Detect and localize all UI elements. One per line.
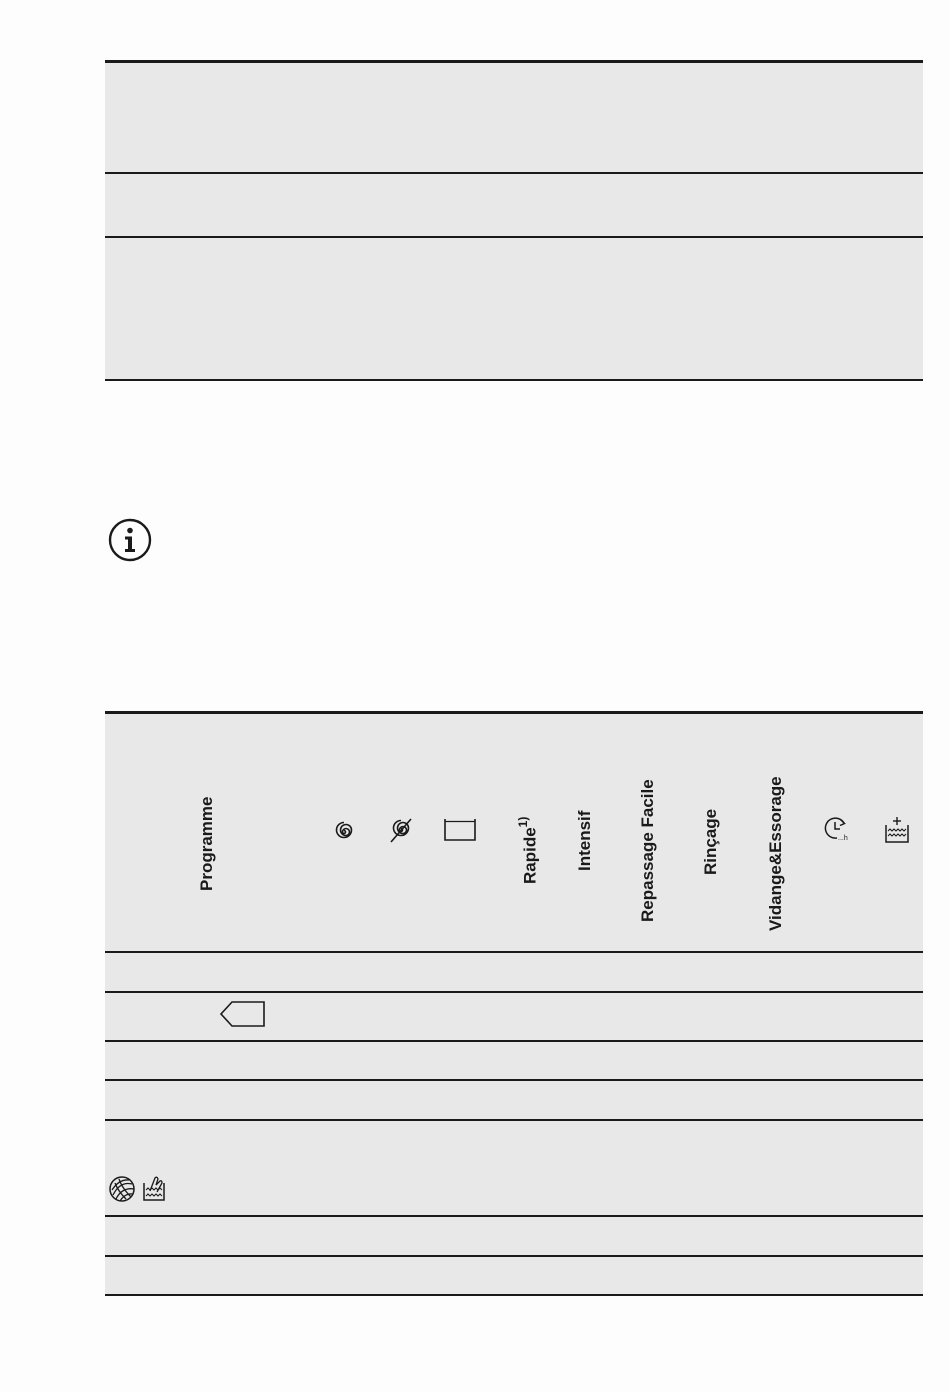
hand-wash-icon	[141, 1175, 167, 1203]
delay-start-clock-icon	[823, 815, 857, 845]
top-table-rule-3	[105, 236, 923, 238]
header-vidange-essorage-text: Vidange&Essorage	[766, 776, 785, 931]
header-rincage	[701, 809, 721, 875]
header-intensif-text: Intensif	[575, 810, 594, 871]
header-intensif	[575, 811, 595, 871]
programme-table-rule-5	[105, 1119, 923, 1121]
top-table-rule-2	[105, 172, 923, 174]
programme-table-rule-7	[105, 1255, 923, 1257]
top-table-rule-4	[105, 379, 923, 381]
programme-table-top-rule	[105, 711, 923, 714]
spiral-spin-icon	[331, 819, 357, 845]
wool-ball-icon	[108, 1175, 136, 1203]
programme-table-rule-6	[105, 1215, 923, 1217]
extra-rinse-icon	[883, 815, 911, 845]
header-rincage-text: Rinçage	[701, 808, 720, 875]
top-table-rule-1	[105, 60, 923, 63]
svg-text:...h: ...h	[838, 835, 848, 842]
header-vidange-essorage	[766, 776, 786, 931]
programme-table-rule-3	[105, 1040, 923, 1042]
info-icon	[108, 518, 152, 562]
programme-table-rule-1	[105, 951, 923, 953]
header-rapide-text: Rapide	[520, 827, 540, 884]
header-programme	[197, 797, 217, 891]
programme-table-bottom-rule	[105, 1294, 923, 1296]
header-rapide	[515, 817, 541, 884]
no-spin-icon	[386, 815, 416, 845]
programme-table-rule-4	[105, 1079, 923, 1081]
header-programme-text: Programme	[197, 796, 216, 891]
header-repassage-facile-text: Repassage Facile	[638, 779, 657, 922]
header-rapide-note: 1)	[516, 816, 530, 828]
rinse-hold-basin-icon	[443, 817, 477, 843]
top-table-background	[105, 60, 923, 380]
header-repassage-facile	[638, 779, 658, 922]
programme-table-rule-2	[105, 991, 923, 993]
label-tag-icon	[218, 1000, 268, 1028]
